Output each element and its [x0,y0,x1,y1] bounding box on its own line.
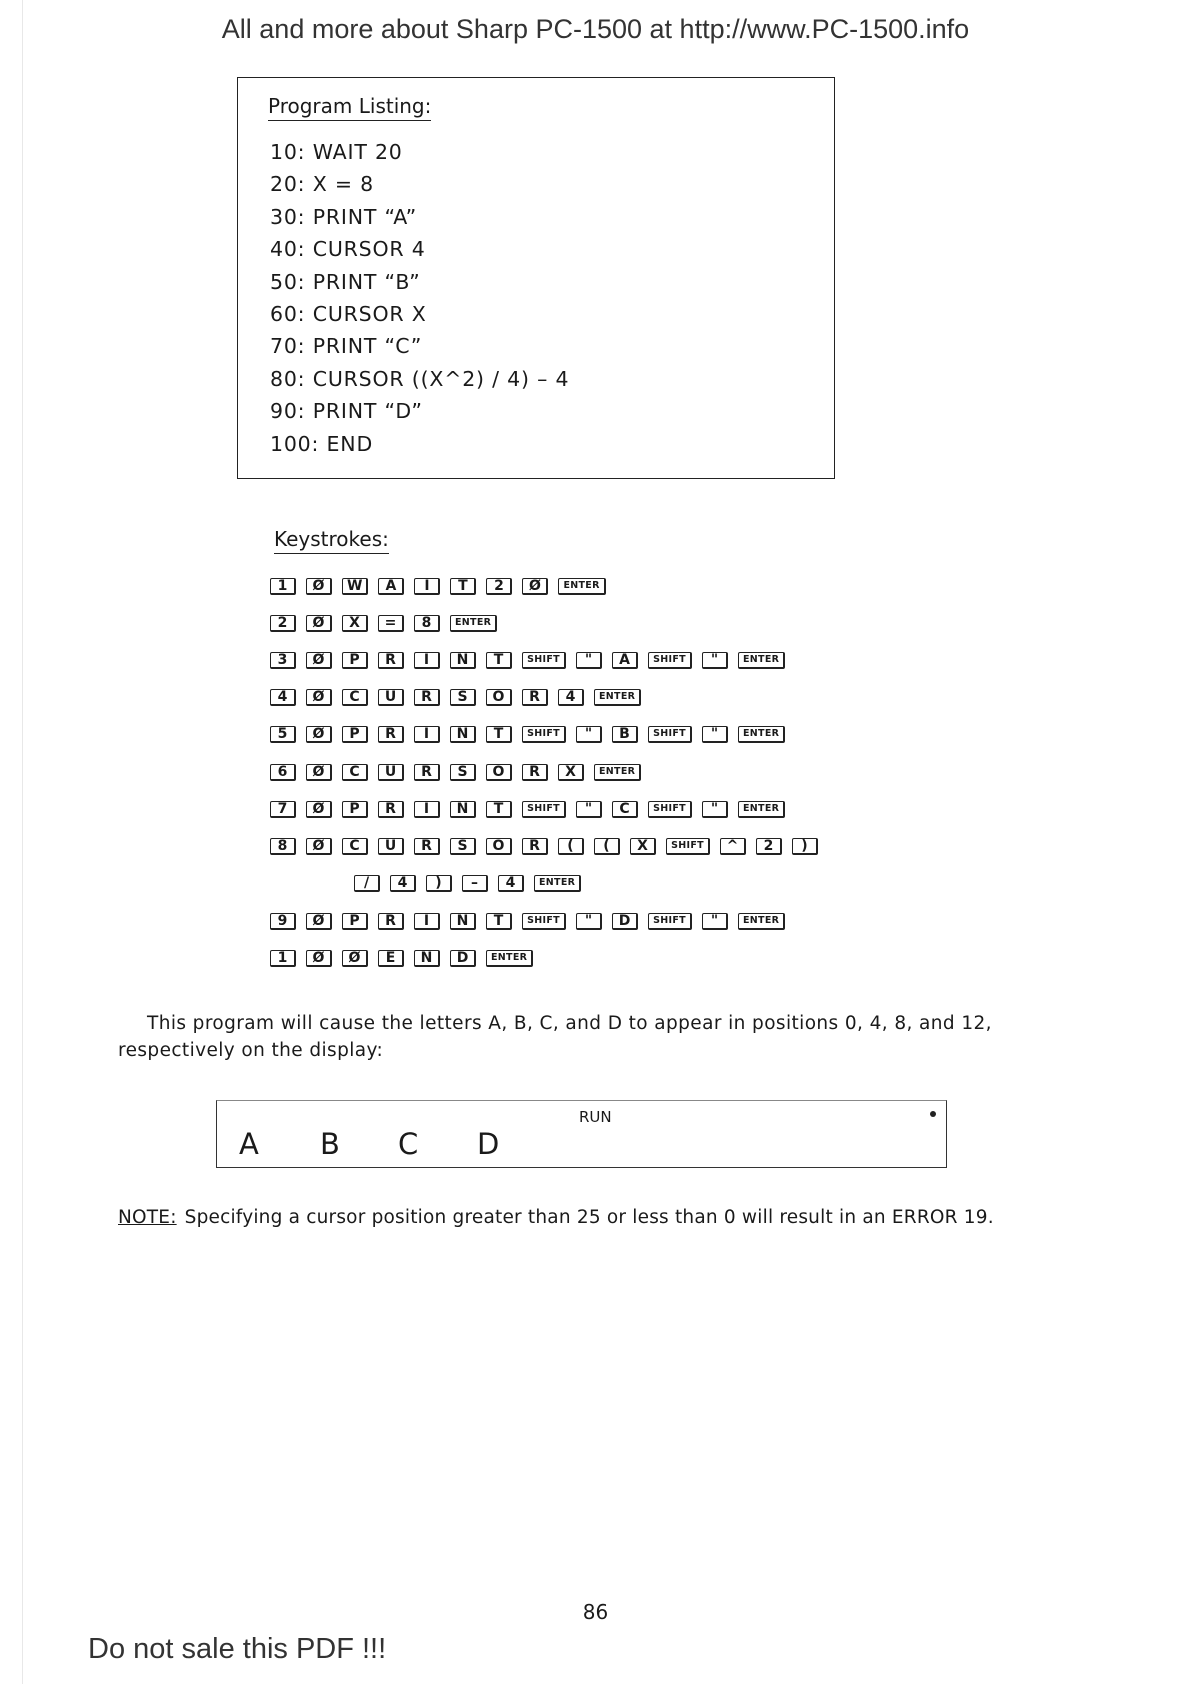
key-cap: N [450,801,476,818]
program-listing-box [237,77,835,479]
paragraph-line: This program will cause the letters A, B, C, and D to appear in positions 0, 4, 8, and 12, [147,1013,992,1034]
key-cap: N [450,913,476,930]
key-cap: ( [594,838,620,855]
key-cap: " [702,801,728,818]
listing-line: 10: WAIT 20 [270,140,403,164]
key-cap: X [558,764,584,781]
key-cap: Ø [306,838,332,855]
key-cap: Ø [306,913,332,930]
key-cap: 8 [270,838,296,855]
listing-line: 60: CURSOR X [270,301,427,326]
keystroke-row [270,835,818,857]
key-cap: " [576,801,602,818]
key-cap: T [486,726,512,743]
key-cap: " [702,726,728,743]
key-cap: " [576,913,602,930]
key-cap: A [612,652,638,669]
run-indicator: RUN [579,1108,612,1126]
key-cap: ENTER [486,950,533,967]
key-cap: C [342,764,368,781]
listing-line: 30: PRINT “A” [270,204,418,229]
key-cap: R [522,838,548,855]
key-cap: T [486,801,512,818]
key-cap: W [342,578,368,595]
key-cap: R [522,689,548,706]
key-cap: T [486,652,512,669]
key-cap: ENTER [738,652,785,669]
page-header: All and more about Sharp PC-1500 at http://www.PC-1500.info [221,14,970,44]
key-cap: P [342,801,368,818]
lcd-display [216,1100,947,1168]
key-cap: T [486,913,512,930]
status-dot-icon [930,1111,936,1117]
key-cap: P [342,726,368,743]
key-cap: R [378,913,404,930]
key-cap: O [486,689,512,706]
key-cap: B [612,726,638,743]
key-cap: " [702,913,728,930]
key-cap: P [342,652,368,669]
key-cap: Ø [306,615,332,632]
key-cap: ( [558,838,584,855]
key-cap: 6 [270,764,296,781]
scan-edge-line [22,0,23,1684]
key-cap: 4 [390,875,416,892]
keystroke-row [270,649,785,671]
key-cap: / [354,875,380,892]
key-cap: ENTER [738,726,785,743]
key-cap: C [342,689,368,706]
keystroke-row [270,723,785,745]
key-cap: R [378,726,404,743]
key-cap: Ø [306,689,332,706]
note-text: Specifying a cursor position greater than 25 or less than 0 will result in an ERROR 19. [184,1207,994,1228]
program-listing-title: Program Listing: [268,94,431,121]
key-cap: X [342,615,368,632]
keystroke-row [270,686,641,708]
key-cap: – [462,875,488,892]
key-cap: ENTER [450,615,497,632]
key-cap: X [630,838,656,855]
key-cap: ^ [720,838,746,855]
listing-line: 50: PRINT “B” [270,269,421,294]
note-label: NOTE: [118,1207,177,1228]
key-cap: 1 [270,950,296,967]
description-paragraph [118,1010,1048,1064]
key-cap: 8 [414,615,440,632]
key-cap: Ø [306,764,332,781]
key-cap: A [378,578,404,595]
key-cap: ENTER [594,689,641,706]
key-cap: I [414,726,440,743]
key-cap: S [450,838,476,855]
key-cap: 1 [270,578,296,595]
keystroke-row [270,947,533,969]
key-cap: R [522,764,548,781]
key-cap: 7 [270,801,296,818]
key-cap: 2 [486,578,512,595]
key-cap: SHIFT [648,726,692,743]
key-cap: R [378,801,404,818]
key-cap: ) [426,875,452,892]
key-cap: N [450,652,476,669]
listing-line: 80: CURSOR ((X^2) / 4) – 4 [270,366,570,391]
key-cap: 5 [270,726,296,743]
keystroke-row [270,575,606,597]
key-cap: ENTER [738,801,785,818]
listing-line: 90: PRINT “D” [270,399,423,424]
key-cap: R [414,838,440,855]
key-cap: ENTER [738,913,785,930]
display-char: C [398,1127,419,1161]
key-cap: C [342,838,368,855]
key-cap: D [450,950,476,967]
key-cap: O [486,838,512,855]
listing-line: 70: PRINT “C” [270,334,423,359]
key-cap: N [450,726,476,743]
listing-line: 40: CURSOR 4 [270,237,426,262]
key-cap: ) [792,838,818,855]
key-cap: I [414,652,440,669]
key-cap: Ø [306,578,332,595]
paragraph-line: respectively on the display: [118,1040,384,1061]
listing-line: 100: END [270,431,374,456]
key-cap: I [414,913,440,930]
page-footer: Do not sale this PDF !!! [88,1633,387,1665]
listing-line: 20: X = 8 [270,172,375,197]
key-cap: 4 [498,875,524,892]
key-cap: 4 [558,689,584,706]
key-cap: 2 [756,838,782,855]
key-cap: SHIFT [522,726,566,743]
key-cap: " [702,652,728,669]
key-cap: SHIFT [648,652,692,669]
key-cap: R [414,689,440,706]
key-cap: S [450,689,476,706]
keystrokes-title: Keystrokes: [274,527,389,554]
key-cap: 3 [270,652,296,669]
key-cap: C [612,801,638,818]
key-cap: Ø [306,950,332,967]
note [118,1207,994,1228]
display-char: D [477,1127,500,1161]
key-cap: Ø [306,801,332,818]
key-cap: U [378,838,404,855]
key-cap: P [342,913,368,930]
key-cap: SHIFT [648,913,692,930]
key-cap: SHIFT [666,838,710,855]
key-cap: Ø [306,726,332,743]
key-cap: 4 [270,689,296,706]
key-cap: SHIFT [522,801,566,818]
key-cap: 2 [270,615,296,632]
key-cap: T [450,578,476,595]
key-cap: I [414,801,440,818]
program-listing-lines [270,136,569,460]
key-cap: R [414,764,440,781]
key-cap: SHIFT [522,913,566,930]
key-cap: U [378,764,404,781]
keystroke-row [270,612,497,634]
key-cap: I [414,578,440,595]
key-cap: E [378,950,404,967]
key-cap: = [378,615,404,632]
display-char: B [320,1127,340,1161]
key-cap: SHIFT [522,652,566,669]
key-cap: SHIFT [648,801,692,818]
keystroke-row [270,910,785,932]
key-cap: Ø [342,950,368,967]
key-cap: " [576,652,602,669]
key-cap: O [486,764,512,781]
key-cap: R [378,652,404,669]
key-cap: Ø [306,652,332,669]
key-cap: 9 [270,913,296,930]
keystroke-row [270,798,785,820]
key-cap: Ø [522,578,548,595]
key-cap: S [450,764,476,781]
page-number: 86 [582,1600,609,1624]
keystroke-row [354,872,581,894]
display-char: A [239,1127,259,1161]
key-cap: " [576,726,602,743]
key-cap: ENTER [594,764,641,781]
keystroke-row [270,761,641,783]
key-cap: ENTER [558,578,605,595]
key-cap: D [612,913,638,930]
key-cap: N [414,950,440,967]
key-cap: ENTER [534,875,581,892]
key-cap: U [378,689,404,706]
